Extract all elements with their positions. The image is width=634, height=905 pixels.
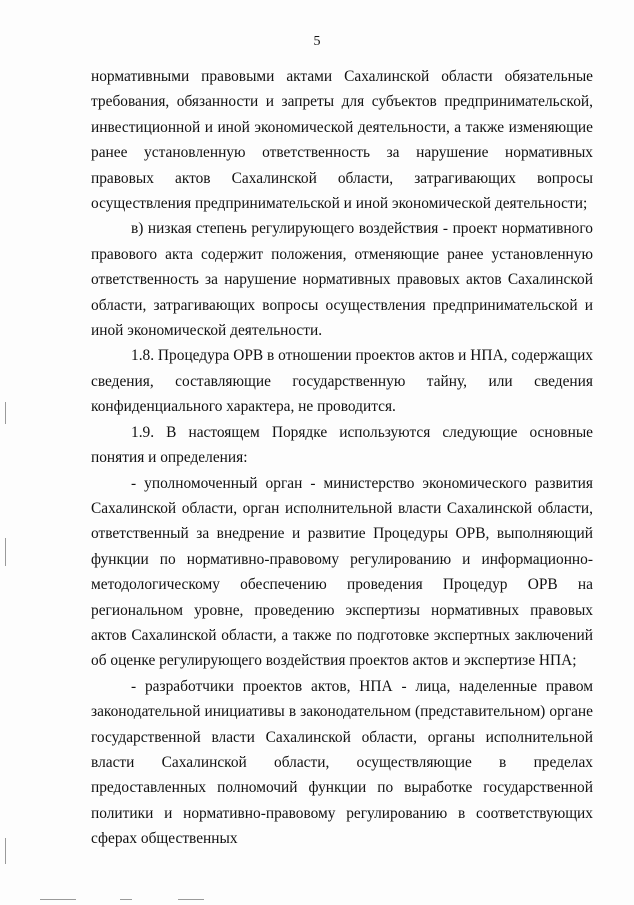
paragraph-authorized-body: - уполномоченный орган - министерство экономического развития Сахалинской области, орган исполнительной власти Сахалинской области, ответственный за внедрение и развитие Процедуры ОРВ, выполняющий функции по нормативно-правовому регулированию и информационно-методологическому обеспечению проведения Процедур ОРВ на региональном уровне, проведению экспертизы нормативных правовых актов Сахалинской области, а также по подготовке экспертных заключений об оценке регулирующего воздействия проектов актов и экспертизе НПА; bbox=[91, 474, 593, 670]
scan-artifact-bottom-1 bbox=[40, 899, 76, 900]
scan-artifact-bottom-2 bbox=[120, 899, 132, 900]
paragraph-1-9: 1.9. В настоящем Порядке используются следующие основные понятия и определения: bbox=[91, 423, 593, 467]
paragraph-developers: - разработчики проектов актов, НПА - лица, наделенные правом законодательной инициативы в законодательном (представительном) органе государственной власти Сахалинской области, органы исполнительной власти Сахалинской области, осуществляющие в пределах предоставленных полномочий функции по выработке государственной политики и нормативно-правовому регулированию в соответствующих сферах общественных bbox=[91, 677, 593, 848]
scan-artifact-left-2 bbox=[5, 538, 6, 566]
scan-artifact-bottom-3 bbox=[178, 899, 204, 900]
scan-artifact-left-1 bbox=[5, 402, 6, 424]
scan-artifact-left-3 bbox=[5, 838, 6, 864]
paragraph-1-8: 1.8. Процедура ОРВ в отношении проектов актов и НПА, содержащих сведения, составляющие государственную тайну, или сведения конфиденциального характера, не проводится. bbox=[91, 347, 593, 416]
page-number: 5 bbox=[313, 34, 321, 49]
paragraph-continuation: нормативными правовыми актами Сахалинской области обязательные требования, обязанности и запреты для субъектов предпринимательской, инвестиционной и иной экономической деятельности, а также изменяющие ранее установленную ответственность за нарушение нормативных правовых актов Сахалинской области, затрагивающих вопросы осуществления предпринимательской и иной экономической деятельности; bbox=[91, 68, 593, 213]
body-text bbox=[91, 64, 593, 852]
paragraph-low-impact: в) низкая степень регулирующего воздействия - проект нормативного правового акта содержит положения, отменяющие ранее установленную ответственность за нарушение нормативных правовых актов Сахалинской области, затрагивающих вопросы осуществления предпринимательской и иной экономической деятельности. bbox=[91, 220, 593, 340]
